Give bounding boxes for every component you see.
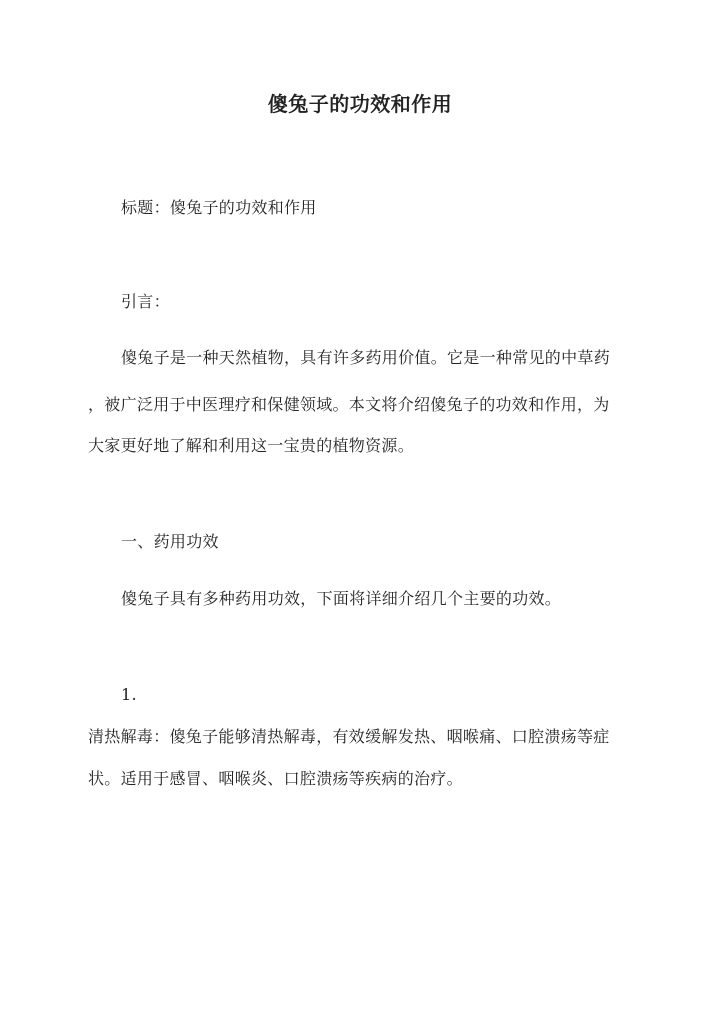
intro-paragraph-line-3: 大家更好地了解和利用这一宝贵的植物资源。 bbox=[88, 436, 415, 455]
item-1-line-1: 清热解毒：傻兔子能够清热解毒，有效缓解发热、咽喉痛、口腔溃疡等症 bbox=[88, 727, 610, 746]
intro-paragraph-line-2: ，被广泛用于中医理疗和保健领域。本文将介绍傻兔子的功效和作用，为 bbox=[88, 395, 610, 414]
intro-paragraph-line-1: 傻兔子是一种天然植物，具有许多药用价值。它是一种常见的中草药 bbox=[121, 348, 611, 367]
section-1-heading: 一、药用功效 bbox=[121, 532, 219, 551]
heading-line: 标题：傻兔子的功效和作用 bbox=[121, 198, 317, 217]
intro-label: 引言： bbox=[121, 292, 170, 311]
page-title: 傻兔子的功效和作用 bbox=[267, 92, 453, 116]
item-1-number: 1. bbox=[121, 685, 137, 704]
item-1-line-2: 状。适用于感冒、咽喉炎、口腔溃疡等疾病的治疗。 bbox=[88, 769, 463, 788]
section-1-summary: 傻兔子具有多种药用功效，下面将详细介绍几个主要的功效。 bbox=[121, 589, 562, 608]
